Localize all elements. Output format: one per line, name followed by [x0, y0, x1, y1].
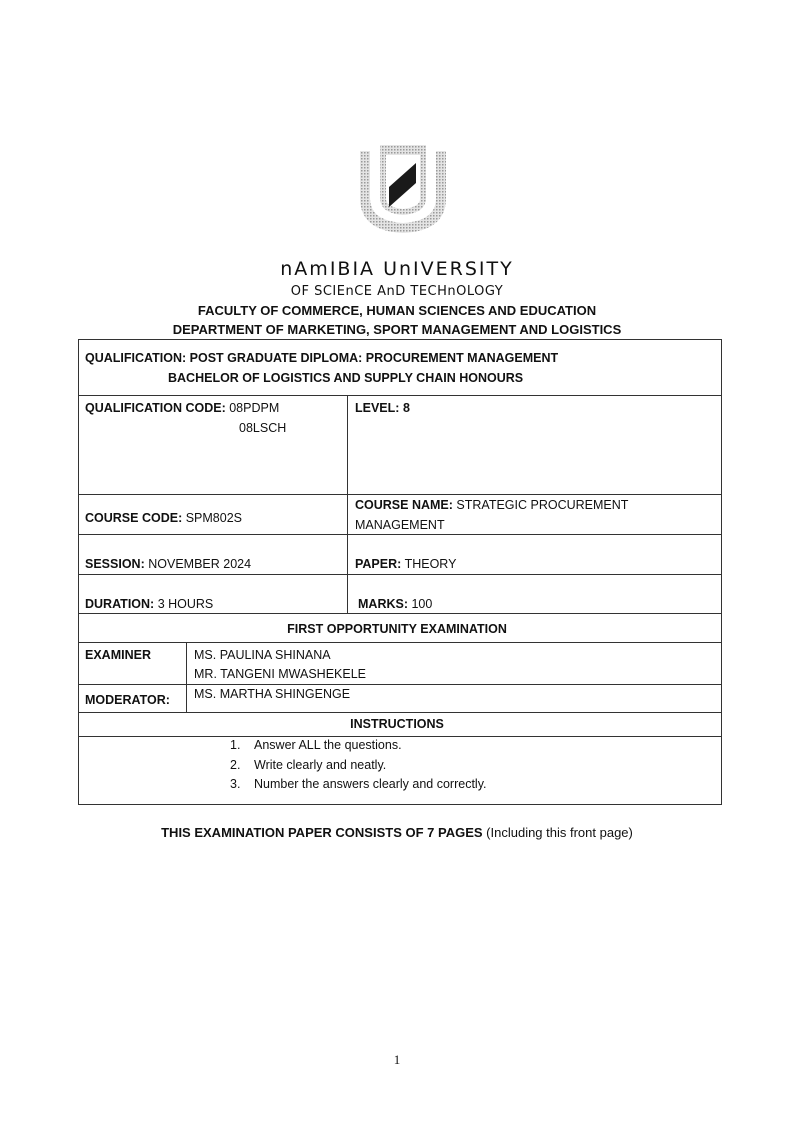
session-value: NOVEMBER 2024	[148, 557, 252, 571]
instruction-number: 2.	[230, 758, 241, 772]
course-code-label: COURSE CODE:	[85, 511, 183, 525]
qualification-value-2: BACHELOR OF LOGISTICS AND SUPPLY CHAIN HONOURS	[168, 371, 524, 385]
duration-value: 3 HOURS	[157, 597, 214, 611]
university-name: nAmIBIA UnIVERSITY	[280, 258, 514, 280]
faculty-heading: FACULTY OF COMMERCE, HUMAN SCIENCES AND EDUCATION	[197, 303, 597, 318]
instruction-text: Answer ALL the questions.	[254, 738, 402, 752]
page-count-bold: THIS EXAMINATION PAPER CONSISTS OF 7 PAGES	[161, 825, 483, 840]
qualification-code-2: 08LSCH	[239, 421, 287, 435]
opportunity-heading: FIRST OPPORTUNITY EXAMINATION	[287, 622, 507, 636]
instruction-number: 1.	[230, 738, 241, 752]
level-value: 8	[402, 401, 410, 415]
session-label: SESSION:	[85, 557, 145, 571]
moderator-label: MODERATOR:	[85, 693, 170, 707]
course-name-value-1: STRATEGIC PROCUREMENT	[456, 498, 629, 512]
examiner-1: MS. PAULINA SHINANA	[194, 648, 331, 662]
qualification-code-1: 08PDPM	[229, 401, 280, 415]
qualification-row	[85, 351, 558, 365]
qualification-code-label: QUALIFICATION CODE:	[85, 401, 226, 415]
moderator-name: MS. MARTHA SHINGENGE	[194, 687, 351, 701]
instruction-number: 3.	[230, 777, 241, 791]
marks-value: 100	[411, 597, 433, 611]
duration-label: DURATION:	[85, 597, 155, 611]
qualification-label: QUALIFICATION:	[85, 351, 187, 365]
instructions-heading: INSTRUCTIONS	[350, 717, 444, 731]
instruction-item	[230, 777, 487, 791]
department-heading: DEPARTMENT OF MARKETING, SPORT MANAGEMENT AND LOGISTICS	[172, 322, 622, 337]
qualification-value-1: POST GRADUATE DIPLOMA: PROCUREMENT MANAGEMENT	[189, 351, 559, 365]
instruction-text: Number the answers clearly and correctly.	[254, 777, 487, 791]
instruction-text: Write clearly and neatly.	[254, 758, 387, 772]
page-count-note	[0, 825, 794, 840]
course-name-label: COURSE NAME:	[355, 498, 453, 512]
paper-value: THEORY	[404, 557, 457, 571]
page-count-parenthetical: (Including this front page)	[486, 825, 633, 840]
instruction-item	[230, 758, 386, 772]
paper-label: PAPER:	[355, 557, 402, 571]
course-code-value: SPM802S	[185, 511, 242, 525]
university-logo	[358, 143, 448, 235]
level-label: LEVEL:	[355, 401, 400, 415]
marks-label: MARKS:	[358, 597, 408, 611]
course-name-value-2: MANAGEMENT	[355, 518, 445, 532]
instruction-item	[230, 738, 402, 752]
examiner-2: MR. TANGENI MWASHEKELE	[194, 667, 367, 681]
university-subtitle: OF SCIEnCE AnD TECHnOLOGY	[290, 284, 504, 299]
examiner-label: EXAMINER	[85, 648, 151, 662]
page-number: 1	[393, 1052, 401, 1067]
